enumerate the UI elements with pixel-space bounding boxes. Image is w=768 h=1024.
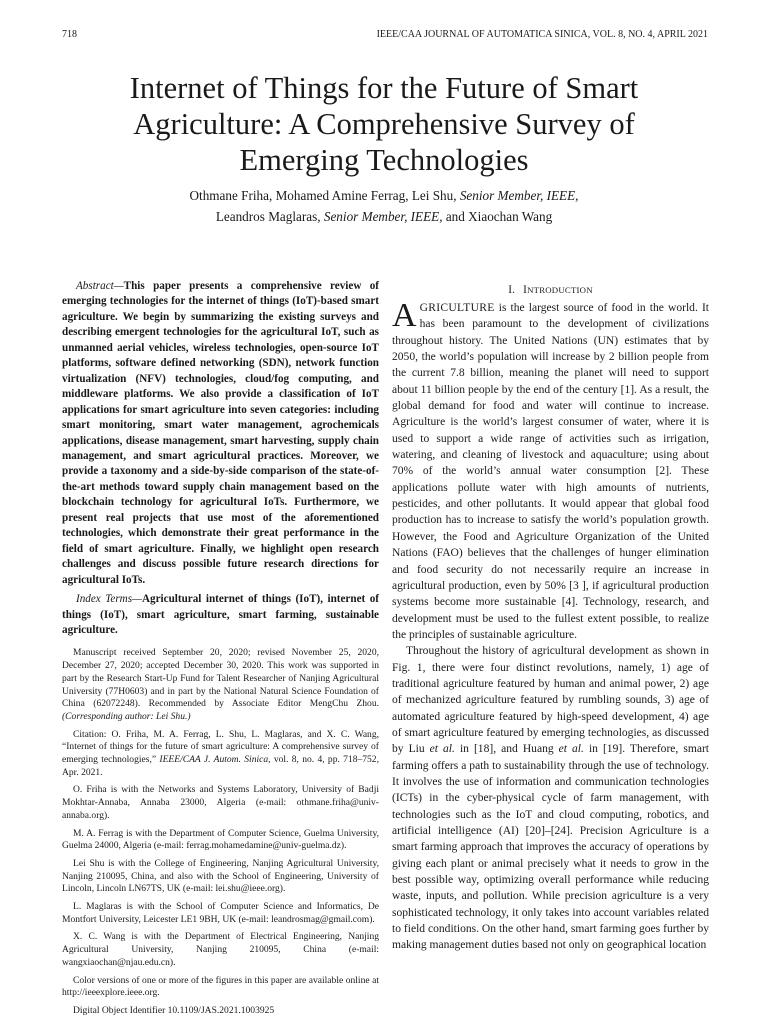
abstract-label: Abstract— — [76, 280, 124, 292]
intro-paragraph — [392, 297, 709, 643]
author-membership: Senior Member, IEEE, — [459, 188, 579, 203]
author-membership: Senior Member, IEEE, — [323, 209, 443, 224]
drop-cap: A — [392, 297, 417, 334]
citation-journal: IEEE/CAA J. Autom. Sinica — [159, 754, 269, 766]
manuscript-text: Manuscript received September 20, 2020; revised November 25, 2020, December 27, 2020; accepted December 30, 2020. This work was supported in part by the Research Start-Up Fund for Talent Researcher of Nanjing Agricultural University (77H0603) and in part by the National Natural Science Foundation of China (62072248). Recommended by Associate Editor MengChu Zhou. — [62, 647, 379, 710]
citation-text: Citation: O. Friha, M. A. Ferrag, L. Shu, L. Maglaras, and X. C. Wang, “Internet of things for the future of smart agriculture: A comprehensive survey of emerging technologies,” — [62, 728, 379, 766]
citation-note — [62, 729, 379, 780]
affiliation-shu: Lei Shu is with the College of Engineering, Nanjing Agricultural University, Nanjing 210095, China, and also with the School of Engineering, University of Lincoln, Lincoln LN67TS, UK (e-mail: lei.shu@ieee.org). — [62, 857, 379, 895]
affiliation-friha: O. Friha is with the Networks and Systems Laboratory, University of Badji Mokhtar-Annaba, Annaba 23000, Algeria (e-mail: othmane.friha@univ-annaba.org). — [62, 784, 379, 821]
intro-paragraph-text: is the largest source of food in the world. It has been paramount to the development of civilizations throughout history. The United Nations (UN) estimates that by 2050, the world’s population will increase by 2 billion people from the current 7.8 billion, meaning the planet will need to support about 11 billion people by the end of the century [1]. As a result, the global demand for food and water will continue to increase. Agriculture is the world’s largest consumer of water, where it is used to support a wide range of activities such as irrigation, watering, and cleaning of livestock and aquaculture; using about 70% of the world’s annual water consumption [2]. These applications pollute water with high amounts of nutrients, pesticides, and other pollutants. It would appear that global food production has to increase to satisfy the world’s population growth. However, the Food and Agriculture Organization of the United Nations (FAO) believes that the challenges of hunger elimination and food security do not necessarily require an increase in agricultural production, even by 50% [3 ], if agricultural production systems become more sustainable [4]. Technology, research, and development must be used to the fullest extent possible, to realize the principles of sustainable agriculture. — [392, 302, 709, 641]
intro-paragraph-text: Throughout the history of agricultural development as shown in Fig. 1, there were four distinct revolutions, namely, 1) age of traditional agriculture featured by human and animal power, 2) age of mechanized agriculture featured by rumbling sounds, 3) age of automated agriculture featured by high-speed development, 4) age of smart agriculture featured by emerging technologies, as discussed by Liu — [392, 645, 709, 756]
index-terms — [62, 592, 379, 638]
index-terms-text: Agricultural internet of things (IoT), internet of things (IoT), smart agriculture, smart farming, sustainable agriculture. — [62, 593, 379, 636]
color-figures-note: Color versions of one or more of the figures in this paper are available online at http://ieeexplore.ieee.org. — [62, 974, 379, 999]
author-names: Leandros Maglaras, — [215, 209, 321, 224]
affiliation-maglaras: L. Maglaras is with the School of Computer Science and Informatics, De Montfort University, Leicester LE1 9BH, UK (e-mail: leandrosmag@gmail.com). — [62, 901, 379, 925]
section-title-initial: I — [523, 284, 528, 296]
section-number: I. — [508, 284, 516, 296]
intro-paragraph-text: in [19]. Therefore, smart farming offers a path to sustainability through the use of technology. It involves the use of information and communication technologies (ICTs) in the cyber-physical cycle of farm management, with technologies such as the IoT and cloud computing, robotics, and artificial intelligence (AI) [20]–[24]. Precision Agriculture is a smart farming approach that improves the accuracy of operations by giving each plant or animal precisely what it needs to grow in the best possible way, optimizing overall performance while reducing waste, inputs, and pollution. While precision agriculture is a very sophisticated technology, it only takes into account variables related to field conditions. On the other hand, smart farming goes further by making management duties based not only on geographical location — [392, 743, 710, 952]
affiliation-wang: X. C. Wang is with the Department of Electrical Engineering, Nanjing Agricultural University, Nanjing 210095, China (e-mail: wangxiaochan@njau.edu.cn). — [62, 931, 379, 968]
manuscript-note — [62, 647, 379, 723]
running-head — [62, 29, 708, 43]
et-al: et al. — [429, 743, 455, 756]
author-list — [60, 185, 708, 227]
affiliation-ferrag: M. A. Ferrag is with the Department of Computer Science, Guelma University, Guelma 24000, Algeria (e-mail: ferrag.mohamedamine@univ-guelma.dz). — [62, 827, 379, 852]
citation-details: , vol. 8, no. 4, pp. 718–752, Apr. 2021. — [62, 754, 379, 778]
intro-paragraph-text: in [18], and Huang — [454, 743, 559, 756]
author-line — [60, 185, 708, 206]
left-column — [62, 279, 379, 1018]
abstract — [62, 279, 379, 588]
intro-paragraph — [392, 643, 709, 954]
intro-lead-word: GRICULTURE — [419, 302, 495, 314]
title-line: Emerging Technologies — [239, 143, 529, 177]
index-terms-label: Index Terms— — [76, 593, 142, 606]
title-line: Agriculture: A Comprehensive Survey of — [133, 107, 635, 141]
journal-name: IEEE/CAA JOURNAL OF AUTOMATICA SINICA, VOL. 8, NO. 4, APRIL 2021 — [376, 29, 708, 40]
section-title-rest: NTRODUCTION — [527, 285, 593, 295]
corresponding-author: (Corresponding author: Lei Shu.) — [62, 710, 191, 722]
abstract-text: This paper presents a comprehensive review of emerging technologies for the internet of things (IoT)-based smart agriculture. We begin by summarizing the existing surveys and describing emergent technologies for the agricultural IoT, such as unmanned aerial vehicles, wireless technologies, open-source IoT platforms, software defined networking (SDN), network function virtualization (NFV) technologies, cloud/fog computing, and middleware platforms. We also provide a classification of IoT applications for smart agriculture into seven categories: including smart monitoring, smart water management, agrochemicals applications, disease management, smart harvesting, supply chain management, and smart agricultural practices. Moreover, we provide a taxonomy and a side-by-side comparison of the state-of-the-art methods toward supply chain management based on the blockchain technology for agricultural IoTs. Furthermore, we present real projects that use most of the aforementioned technologies, which demonstrate their great performance in the field of smart agriculture. Finally, we highlight open research challenges and discuss possible future research directions for agricultural IoTs. — [62, 280, 379, 586]
doi: Digital Object Identifier 10.1109/JAS.2021.1003925 — [73, 1005, 275, 1016]
section-heading-introduction — [392, 283, 709, 297]
author-names: and Xiaochan Wang — [445, 209, 553, 224]
et-al: et al. — [558, 743, 584, 756]
paper-title — [60, 70, 708, 178]
title-line: Internet of Things for the Future of Smart — [129, 71, 639, 105]
page-number: 718 — [62, 29, 77, 40]
author-names: Othmane Friha, Mohamed Amine Ferrag, Lei Shu, — [189, 188, 457, 203]
author-line — [60, 206, 708, 227]
right-column — [392, 283, 709, 954]
